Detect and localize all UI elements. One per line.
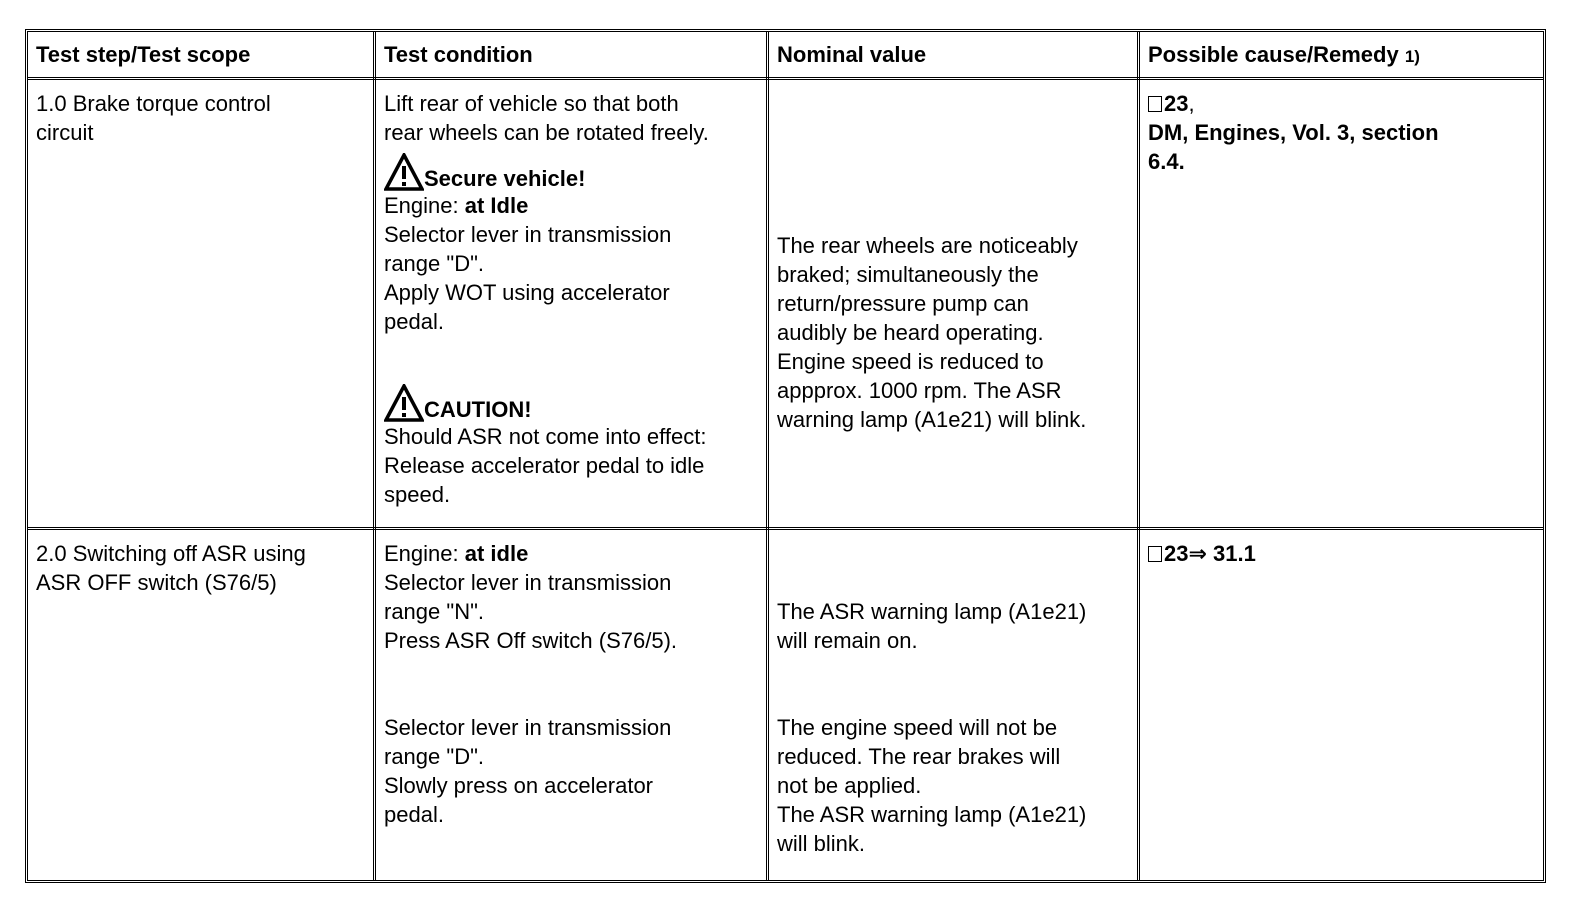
header-test-condition: Test condition bbox=[384, 42, 533, 67]
nominal-line: The ASR warning lamp (A1e21) bbox=[777, 599, 1087, 624]
nominal-line: Engine speed is reduced to bbox=[777, 349, 1044, 374]
nominal-line: not be applied. bbox=[777, 773, 922, 798]
engine-state-line bbox=[384, 191, 759, 220]
secure-vehicle-text: Secure vehicle! bbox=[424, 166, 586, 191]
remedy-ref-number: 23 bbox=[1164, 541, 1189, 566]
warning-triangle-icon bbox=[384, 384, 424, 422]
nominal-line: audibly be heard operating. bbox=[777, 320, 1044, 345]
nominal-line: reduced. The rear brakes will bbox=[777, 744, 1061, 769]
condition-line: range "D". bbox=[384, 744, 484, 769]
test-table bbox=[25, 29, 1546, 883]
condition-line: Should ASR not come into effect: bbox=[384, 424, 707, 449]
caution-warning bbox=[384, 378, 759, 422]
engine-value: at Idle bbox=[464, 193, 529, 218]
header-nominal-value: Nominal value bbox=[777, 42, 927, 67]
checkbox-square-icon bbox=[1148, 96, 1162, 112]
row2-step-line: ASR OFF switch (S76/5) bbox=[36, 570, 277, 595]
row1-step-line: circuit bbox=[36, 120, 94, 145]
row1-test-step bbox=[36, 89, 271, 147]
nominal-line: The ASR warning lamp (A1e21) bbox=[777, 802, 1087, 827]
remedy-line: DM, Engines, Vol. 3, section bbox=[1148, 120, 1439, 145]
row-divider bbox=[28, 77, 1543, 80]
engine-label: Engine: bbox=[384, 541, 465, 566]
nominal-line: braked; simultaneously the bbox=[777, 262, 1039, 287]
checkbox-square-icon bbox=[1148, 546, 1162, 562]
row2-possible-cause bbox=[1148, 539, 1256, 568]
remedy-target: 31.1 bbox=[1213, 541, 1256, 566]
engine-label: Engine: bbox=[384, 193, 465, 218]
condition-line: pedal. bbox=[384, 802, 444, 827]
nominal-line: The rear wheels are noticeably bbox=[777, 233, 1078, 258]
condition-line: range "N". bbox=[384, 599, 484, 624]
caution-text: CAUTION! bbox=[424, 397, 532, 422]
condition-line: speed. bbox=[384, 482, 451, 507]
column-divider bbox=[373, 32, 376, 880]
column-divider bbox=[766, 32, 769, 880]
remedy-line: 6.4. bbox=[1148, 149, 1185, 174]
row2-test-condition bbox=[384, 539, 759, 829]
condition-line: range "D". bbox=[384, 251, 484, 276]
remedy-reference[interactable] bbox=[1148, 89, 1439, 118]
header-possible-cause bbox=[1148, 42, 1420, 68]
nominal-line: appprox. 1000 rpm. The ASR bbox=[777, 378, 1062, 403]
condition-line: Selector lever in transmission bbox=[384, 570, 672, 595]
row-divider bbox=[28, 527, 1543, 530]
engine-state-line bbox=[384, 539, 759, 568]
nominal-line: The engine speed will not be bbox=[777, 715, 1058, 740]
condition-line: Release accelerator pedal to idle bbox=[384, 453, 705, 478]
condition-line: Apply WOT using accelerator bbox=[384, 280, 670, 305]
condition-line: rear wheels can be rotated freely. bbox=[384, 120, 709, 145]
secure-vehicle-warning bbox=[384, 147, 759, 191]
condition-line: Press ASR Off switch (S76/5). bbox=[384, 628, 678, 653]
nominal-line: return/pressure pump can bbox=[777, 291, 1029, 316]
column-divider bbox=[1137, 32, 1140, 880]
arrow-right-icon: ⇒ bbox=[1188, 541, 1207, 566]
condition-line: Lift rear of vehicle so that both bbox=[384, 91, 679, 116]
row2-step-line: 2.0 Switching off ASR using bbox=[36, 541, 306, 566]
nominal-line: warning lamp (A1e21) will blink. bbox=[777, 407, 1087, 432]
remedy-reference[interactable] bbox=[1148, 539, 1256, 568]
row1-possible-cause bbox=[1148, 89, 1439, 176]
row1-nominal-value bbox=[777, 231, 1086, 434]
row1-test-condition bbox=[384, 89, 759, 509]
condition-line: pedal. bbox=[384, 309, 444, 334]
condition-line: Selector lever in transmission bbox=[384, 715, 672, 740]
nominal-line: will remain on. bbox=[777, 628, 918, 653]
remedy-ref-separator: , bbox=[1188, 91, 1195, 116]
header-footnote-marker: 1) bbox=[1404, 47, 1420, 66]
header-possible-cause-label: Possible cause/Remedy bbox=[1148, 42, 1399, 67]
row2-test-step bbox=[36, 539, 306, 597]
header-test-step: Test step/Test scope bbox=[36, 42, 251, 67]
condition-line: Slowly press on accelerator bbox=[384, 773, 654, 798]
row1-step-line: 1.0 Brake torque control bbox=[36, 91, 271, 116]
remedy-ref-number: 23 bbox=[1164, 91, 1189, 116]
engine-value: at idle bbox=[464, 541, 529, 566]
row2-nominal-value bbox=[777, 597, 1086, 858]
warning-triangle-icon bbox=[384, 153, 424, 191]
condition-line: Selector lever in transmission bbox=[384, 222, 672, 247]
nominal-line: will blink. bbox=[777, 831, 866, 856]
